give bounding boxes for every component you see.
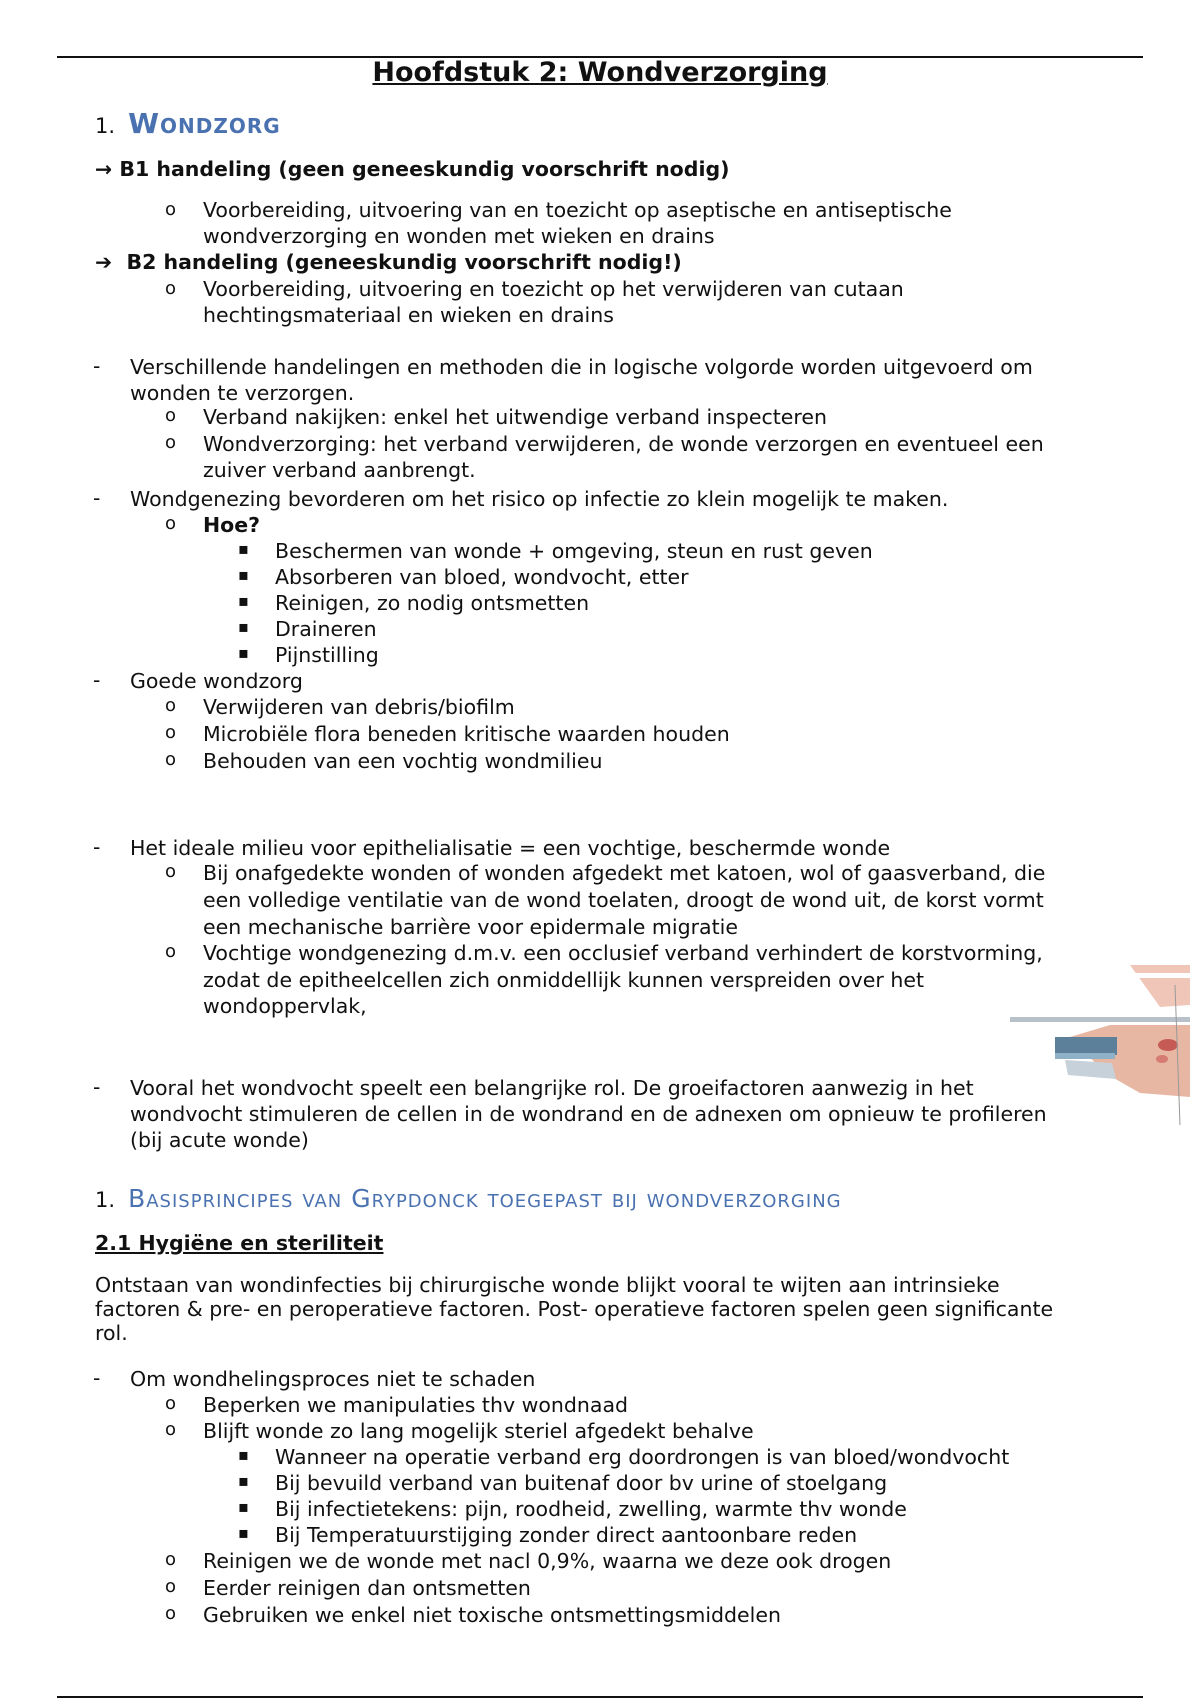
list-item: Bij Temperatuurstijging zonder direct aantoonbare reden	[275, 1523, 858, 1547]
list-item: Bij bevuild verband van buitenaf door bv urine of stoelgang	[275, 1471, 888, 1495]
square-bullet-icon: ▪	[238, 1471, 249, 1490]
circle-bullet-icon: o	[165, 1393, 177, 1414]
b2-line	[95, 249, 682, 275]
list-item: Vochtige wondgenezing d.m.v. een occlusief verband verhindert de korstvorming,	[203, 941, 1043, 965]
b2-item-line: Voorbereiding, uitvoering en toezicht op het verwijderen van cutaan	[203, 277, 904, 301]
paragraph-line: Goede wondzorg	[130, 669, 303, 693]
square-bullet-icon: ▪	[238, 539, 249, 558]
list-item: Gebruiken we enkel niet toxische ontsmettingsmiddelen	[203, 1603, 781, 1627]
list-item: zuiver verband aanbrengt.	[203, 458, 476, 482]
list-item: Verwijderen van debris/biofilm	[203, 695, 515, 719]
circle-bullet-icon: o	[165, 941, 177, 962]
circle-bullet-icon: o	[165, 513, 177, 534]
section-number: 1.	[95, 1188, 116, 1212]
square-bullet-icon: ▪	[238, 591, 249, 610]
paragraph-line: factoren & pre- en peroperatieve factoren. Post- operatieve factoren spelen geen significante	[95, 1297, 1054, 1321]
paragraph-line: Om wondhelingsproces niet te schaden	[130, 1367, 536, 1391]
circle-bullet-icon: o	[165, 1603, 177, 1624]
list-item: Beperken we manipulaties thv wondnaad	[203, 1393, 629, 1417]
list-item: Draineren	[275, 617, 377, 641]
b1-label: B1 handeling (geen geneeskundig voorschrift nodig)	[119, 157, 730, 181]
section-number: 1.	[95, 114, 116, 138]
paragraph-line: wonden te verzorgen.	[130, 381, 355, 405]
page-title: Hoofdstuk 2: Wondverzorging	[372, 57, 828, 88]
b2-label: B2 handeling (geneeskundig voorschrift nodig!)	[126, 250, 682, 274]
section-title: Wondzorg	[128, 107, 281, 140]
list-item: Blijft wonde zo lang mogelijk steriel afgedekt behalve	[203, 1419, 754, 1443]
b1-line	[95, 156, 730, 182]
square-bullet-icon: ▪	[238, 617, 249, 636]
circle-bullet-icon: o	[165, 199, 177, 220]
circle-bullet-icon: o	[165, 1549, 177, 1570]
dash-bullet-icon: -	[93, 1366, 101, 1390]
list-item: Beschermen van wonde + omgeving, steun en rust geven	[275, 539, 873, 563]
paragraph-line: rol.	[95, 1321, 128, 1345]
list-item: een mechanische barrière voor epidermale migratie	[203, 915, 738, 939]
paragraph-line: Verschillende handelingen en methoden die in logische volgorde worden uitgevoerd om	[130, 355, 1033, 379]
dash-bullet-icon: -	[93, 835, 101, 859]
list-item: Wondverzorging: het verband verwijderen, de wonde verzorgen en eventueel een	[203, 432, 1044, 456]
paragraph-line: Ontstaan van wondinfecties bij chirurgische wonde blijkt vooral te wijten aan intrinsieke	[95, 1273, 1000, 1297]
list-item: zodat de epitheelcellen zich onmiddellijk kunnen verspreiden over het	[203, 968, 924, 992]
section-heading-basisprincipes	[95, 1182, 842, 1217]
square-bullet-icon: ▪	[238, 565, 249, 584]
circle-bullet-icon: o	[165, 695, 177, 716]
circle-bullet-icon: o	[165, 722, 177, 743]
circle-bullet-icon: o	[165, 749, 177, 770]
list-item: Reinigen we de wonde met nacl 0,9%, waarna we deze ook drogen	[203, 1549, 892, 1573]
subsection-title: 2.1 Hygiëne en steriliteit	[95, 1231, 384, 1255]
paragraph-line: (bij acute wonde)	[130, 1128, 309, 1152]
list-item: een volledige ventilatie van de wond toelaten, droogt de wond uit, de korst vormt	[203, 888, 1044, 912]
square-bullet-icon: ▪	[238, 643, 249, 662]
square-bullet-icon: ▪	[238, 1497, 249, 1516]
list-item: Verband nakijken: enkel het uitwendige verband inspecteren	[203, 405, 827, 429]
b2-item-line: hechtingsmateriaal en wieken en drains	[203, 303, 614, 327]
list-item: Eerder reinigen dan ontsmetten	[203, 1576, 531, 1600]
circle-bullet-icon: o	[165, 405, 177, 426]
square-bullet-icon: ▪	[238, 1523, 249, 1542]
hoe-label: Hoe?	[203, 513, 261, 537]
section-heading-wondzorg	[95, 107, 281, 143]
dash-bullet-icon: -	[93, 668, 101, 692]
circle-bullet-icon: o	[165, 1576, 177, 1597]
list-item: Behouden van een vochtig wondmilieu	[203, 749, 603, 773]
paragraph-line: Wondgenezing bevorderen om het risico op infectie zo klein mogelijk te maken.	[130, 487, 949, 511]
list-item: Absorberen van bloed, wondvocht, etter	[275, 565, 689, 589]
paragraph-line: Vooral het wondvocht speelt een belangrijke rol. De groeifactoren aanwezig in het	[130, 1076, 974, 1100]
b1-item-line: wondverzorging en wonden met wieken en drains	[203, 224, 715, 248]
list-item: Wanneer na operatie verband erg doordrongen is van bloed/wondvocht	[275, 1445, 1010, 1469]
circle-bullet-icon: o	[165, 1419, 177, 1440]
list-item: Microbiële flora beneden kritische waarden houden	[203, 722, 730, 746]
b1-item-line: Voorbereiding, uitvoering van en toezicht op aseptische en antiseptische	[203, 198, 952, 222]
dash-bullet-icon: -	[93, 1075, 101, 1099]
paragraph-line: wondvocht stimuleren de cellen in de wondrand en de adnexen om opnieuw te profileren	[130, 1102, 1047, 1126]
dash-bullet-icon: -	[93, 354, 101, 378]
dash-bullet-icon: -	[93, 486, 101, 510]
list-item: wondoppervlak,	[203, 994, 367, 1018]
square-bullet-icon: ▪	[238, 1445, 249, 1464]
bottom-rule	[57, 1696, 1143, 1698]
list-item: Bij onafgedekte wonden of wonden afgedekt met katoen, wol of gaasverband, die	[203, 861, 1046, 885]
circle-bullet-icon: o	[165, 278, 177, 299]
circle-bullet-icon: o	[165, 432, 177, 453]
arrow-icon: →	[95, 157, 113, 181]
list-item: Bij infectietekens: pijn, roodheid, zwelling, warmte thv wonde	[275, 1497, 907, 1521]
list-item: Pijnstilling	[275, 643, 379, 667]
heavy-arrow-icon: ➔	[95, 250, 113, 274]
section-title: Basisprincipes van Grypdonck toegepast bij wondverzorging	[128, 1184, 842, 1213]
paragraph-line: Het ideale milieu voor epithelialisatie = een vochtige, beschermde wonde	[130, 836, 891, 860]
circle-bullet-icon: o	[165, 861, 177, 882]
list-item: Reinigen, zo nodig ontsmetten	[275, 591, 590, 615]
